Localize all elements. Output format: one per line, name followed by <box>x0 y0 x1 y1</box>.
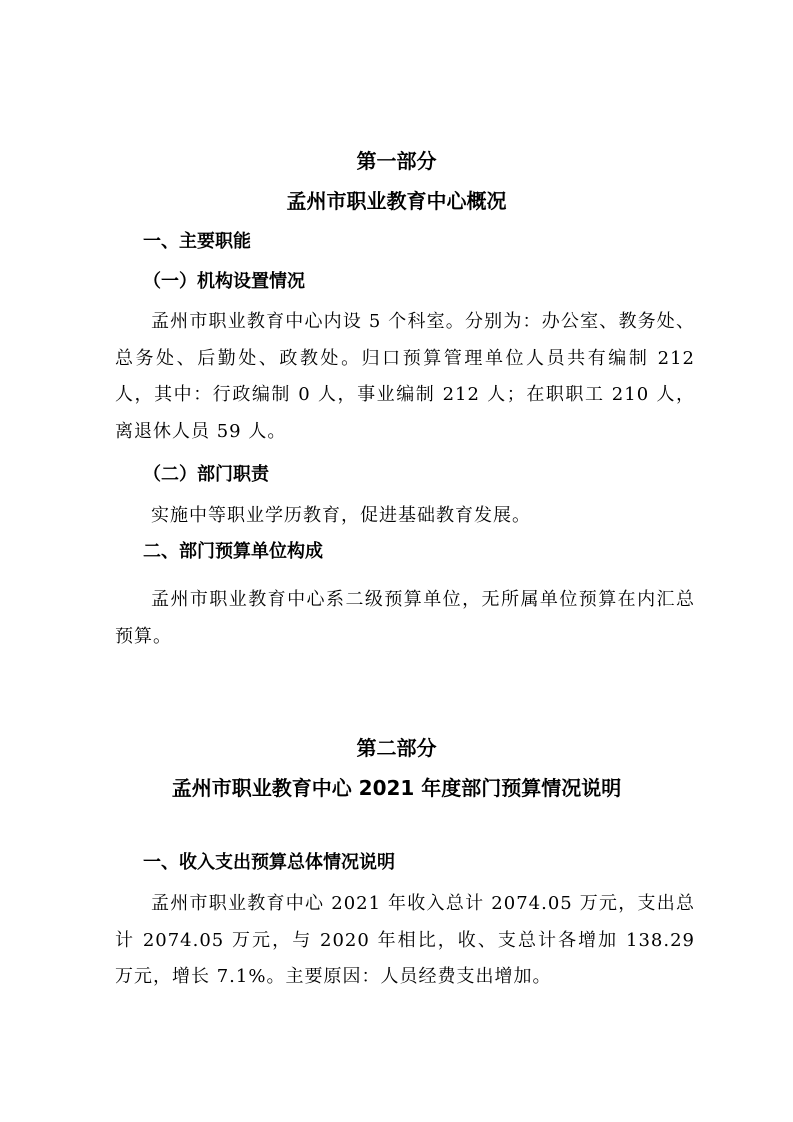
part2-label: 第二部分 <box>356 736 437 760</box>
part1-section2-heading: 二、部门预算单位构成 <box>143 541 323 562</box>
part2-section1-heading: 一、收入支出预算总体情况说明 <box>143 852 395 873</box>
part2-section1-text: 孟州市职业教育中心 2021 年收入总计 2074.05 万元，支出总计 2074.05 万元，与 2020 年相比，收、支总计各增加 138.29 万元，增长 7.1%。主要原因：人员经费支出增加。 <box>115 893 695 987</box>
part2-title: 孟州市职业教育中心 2021 年度部门预算情况说明 <box>171 776 622 800</box>
part1-section1-heading: 一、主要职能 <box>143 231 251 252</box>
part1-section2-text: 孟州市职业教育中心系二级预算单位，无所属单位预算在内汇总预算。 <box>115 589 695 647</box>
part1-sub1-heading: （一）机构设置情况 <box>143 271 305 292</box>
part1-sub2-heading: （二）部门职责 <box>143 464 269 485</box>
part1-sub1-text: 孟州市职业教育中心内设 5 个科室。分别为：办公室、教务处、总务处、后勤处、政教处。归口预算管理单位人员共有编制 212 人，其中：行政编制 0 人，事业编制 212 人；在职职工 210 人，离退休人员 59 人。 <box>115 311 695 442</box>
part1-sub2-text: 实施中等职业学历教育，促进基础教育发展。 <box>151 505 531 526</box>
part1-title: 孟州市职业教育中心概况 <box>286 189 507 213</box>
part1-label: 第一部分 <box>356 149 437 173</box>
